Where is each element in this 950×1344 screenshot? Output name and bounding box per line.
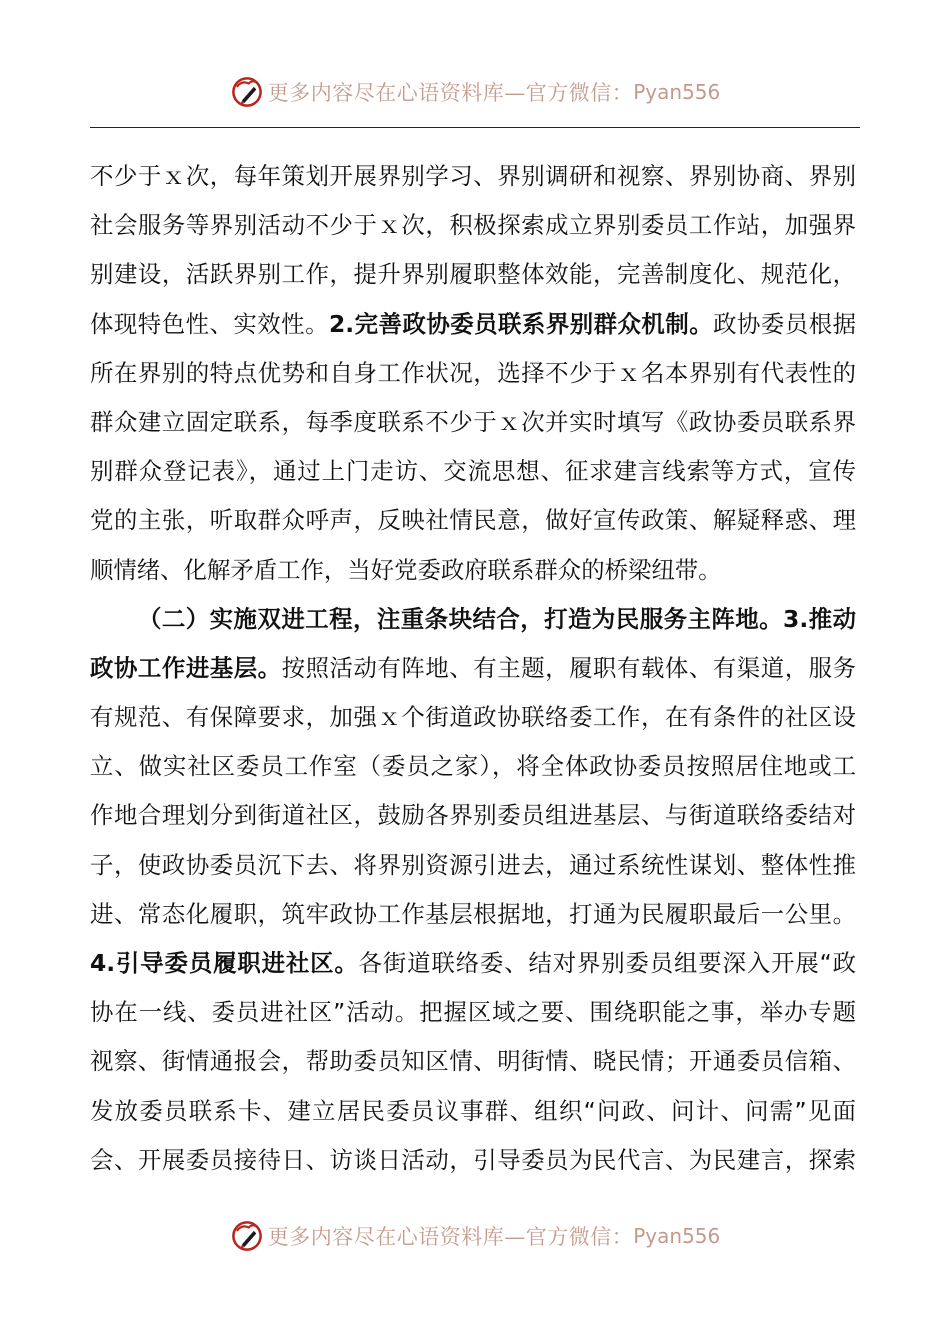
section-heading-2: （二）实施双进工程，注重条块结合，打造为民服务主阵地。3.推动 xyxy=(138,604,856,633)
text-line: 子，使政协委员沉下去、将界别资源引进去，通过系统性谋划、整体性推 xyxy=(90,850,856,879)
header-watermark-banner xyxy=(0,72,950,112)
banner-wechat-id: Pyan556 xyxy=(633,80,721,104)
text-line: 协在一线、委员进社区”活动。把握区域之要、围绕职能之事，举办专题 xyxy=(90,998,856,1027)
header-divider xyxy=(90,127,860,128)
text-line: 政协工作进基层。按照活动有阵地、有主题，履职有载体、有渠道，服务 xyxy=(90,653,856,682)
text-line: 作地合理划分到街道社区，鼓励各界别委员组进基层、与街道联络委结对 xyxy=(90,801,856,830)
text-line: 社会服务等界别活动不少于ｘ次，积极探索成立界别委员工作站，加强界 xyxy=(90,211,856,240)
text-line: 顺情绪、化解矛盾工作，当好党委政府联系群众的桥梁纽带。 xyxy=(90,555,722,584)
document-body xyxy=(90,152,856,1185)
text-line: 发放委员联系卡、建立居民委员议事群、组织“问政、问计、问需”见面 xyxy=(90,1096,856,1125)
text-line: 会、开展委员接待日、访谈日活动，引导委员为民代言、为民建言，探索 xyxy=(90,1145,856,1174)
text-line: 党的主张，听取群众呼声，反映社情民意，做好宣传政策、解疑释惑、理 xyxy=(90,506,856,535)
text-line: 4.引导委员履职进社区。各街道联络委、结对界别委员组要深入开展“政 xyxy=(90,949,856,977)
banner-wechat-id: Pyan556 xyxy=(633,1224,721,1248)
text-line: 有规范、有保障要求，加强ｘ个街道政协联络委工作，在有条件的社区设 xyxy=(90,703,856,732)
banner-text: 更多内容尽在心语资料库—官方微信： xyxy=(267,81,634,105)
banner-text: 更多内容尽在心语资料库—官方微信： xyxy=(267,1225,634,1249)
text-line: 立、做实社区委员工作室（委员之家），将全体政协委员按照居住地或工 xyxy=(90,752,856,781)
text-line: 体现特色性、实效性。2.完善政协委员联系界别群众机制。政协委员根据 xyxy=(90,309,856,338)
text-line: 别群众登记表》，通过上门走访、交流思想、征求建言线索等方式，宣传 xyxy=(90,457,856,486)
bold-heading-4: 4.引导委员履职进社区。 xyxy=(90,949,359,977)
text-line: 群众建立固定联系，每季度联系不少于ｘ次并实时填写《政协委员联系界 xyxy=(90,407,856,436)
heart-pen-logo-icon xyxy=(230,1219,264,1253)
text-line: 不少于ｘ次，每年策划开展界别学习、界别调研和视察、界别协商、界别 xyxy=(90,162,856,190)
heart-pen-logo-icon xyxy=(230,75,264,109)
text-line: 视察、街情通报会，帮助委员知区情、明街情、晓民情；开通委员信箱、 xyxy=(90,1047,856,1076)
text-line: 别建设，活跃界别工作，提升界别履职整体效能，完善制度化、规范化， xyxy=(90,260,856,289)
bold-heading-2: 2.完善政协委员联系界别群众机制。 xyxy=(328,309,714,338)
bold-heading-3: 政协工作进基层。 xyxy=(90,653,282,682)
text-line: 所在界别的特点优势和自身工作状况，选择不少于ｘ名本界别有代表性的 xyxy=(90,358,856,387)
footer-watermark-banner xyxy=(0,1216,950,1256)
section-heading-line xyxy=(90,595,856,644)
text-line: 进、常态化履职，筑牢政协工作基层根据地，打通为民履职最后一公里。 xyxy=(90,899,856,928)
